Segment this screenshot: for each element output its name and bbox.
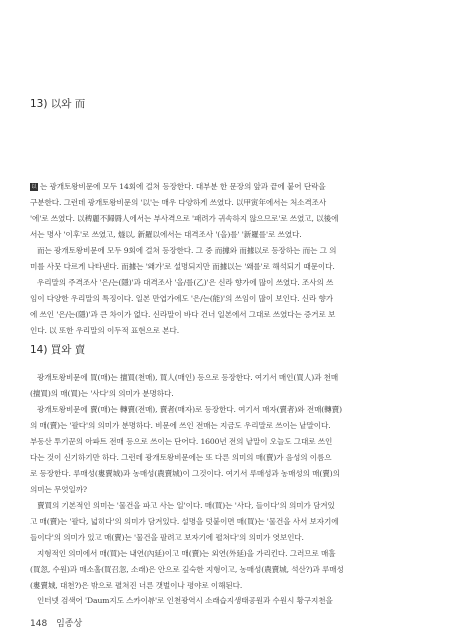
section-13-heading: 13) 以와 而 — [30, 98, 86, 110]
paragraph-line: 광개토왕비문에 買(매)는 擅買(천매), 買人(매인) 등으로 등장한다. 여기서 매인(買人)과 천매 — [37, 373, 339, 382]
paragraph-line: 미를 사뭇 다르게 나타낸다. 而據는 '왜가'로 설명되지만 而據以는 '왜를'로 해석되기 때문이다. — [30, 262, 335, 271]
paragraph-line: 로 등장한다. 루매성(婁賣城)과 농매성(農賣城)이 그것이다. 여기서 루매성과 농매성의 매(賣)의 — [30, 469, 340, 478]
paragraph-line: 들이다'의 의미가 있고 매(賣)는 '물건을 팔려고 보자기에 펼쳐다'의 의미가 엿보인다. — [30, 533, 304, 542]
paragraph-line: 인다. 以 또한 우리말의 이두적 표현으로 본다. — [30, 326, 180, 335]
page-number: 148 — [30, 619, 48, 629]
paragraph-line: 임이 다양한 우리말의 특징이다. 일본 만엽가에도 '은/는(能)'의 쓰임이 많이 보인다. 신라 향가 — [30, 294, 333, 303]
paragraph-line: 에 쓰인 '은/는(隱)'과 큰 차이가 없다. 신라말이 바다 건너 일본에서 그대로 쓰였다는 증거로 보 — [30, 310, 336, 319]
paragraph-line: 우리말의 주격조사 '은/는(隱)'과 대격조사 '을/를(乙)'은 신라 향가에 많이 쓰였다. 조사의 쓰 — [37, 278, 334, 287]
paragraph-line: 의미는 무엇일까? — [30, 485, 87, 494]
paragraph-line: 부동산 투기꾼의 아파트 전매 등으로 쓰이는 단어다. 1600년 전의 낱말이 오늘도 그대로 쓰인 — [30, 437, 333, 446]
paragraph-line: '에'로 쓰였다. 以稗麗不歸脣人에서는 부사격으로 '패려가 귀속하지 않으므로'로 쓰였고, 以後에 — [30, 214, 339, 223]
paragraph-line: 광개토왕비문에 賣(매)는 轉賣(전매), 賣者(매자)로 등장한다. 여기서 매자(賣者)와 전매(轉賣) — [37, 405, 343, 414]
paragraph-line: 而는 광개토왕비문에 모두 9회에 걸쳐 등장한다. 그 중 而據와 而據以로 등장하는 而는 그 의 — [37, 246, 337, 255]
paragraph-line: 의 매(賣)는 '팔다'의 의미가 분명하다. 비문에 쓰인 전매는 지금도 우리말로 쓰이는 낱말이다. — [30, 421, 331, 430]
paragraph-line: 서는 명사 '이후'로 쓰였고, 燧以, 新羅以에서는 대격조사 '(을)를' '新羅를'로 쓰였다. — [30, 230, 302, 239]
section-14-heading: 14) 買와 賣 — [30, 344, 86, 356]
paragraph-line: (買忽, 수원)과 매소홀(買召忽, 소래)은 안으로 깊숙한 지형이고, 농매성(農賣城, 석산?)과 루매성 — [30, 565, 344, 574]
author-name: 임종상 — [56, 619, 83, 629]
paragraph-line: 賣買의 기본적인 의미는 '물건을 파고 사는 일'이다. 매(買)는 '사다, 들이다'의 의미가 담겨있 — [37, 501, 335, 510]
paragraph-line: 지형적인 의미에서 매(買)는 내연(內延)이고 매(賣)는 외연(外延)을 가리킨다. 그러므로 매홀 — [37, 549, 336, 558]
page-footer — [30, 616, 82, 629]
paragraph-line: 구분한다. 그런데 광개토왕비문의 '以'는 매우 다양하게 쓰였다. 以甲寅年에서는 처소격조사 — [30, 198, 327, 207]
highlighted-character-mark: 以 — [31, 184, 37, 190]
paragraph-line: (擅買)의 매(買)는 '사다'의 의미가 분명하다. — [30, 389, 174, 398]
paragraph-line: 고 매(賣)는 '팔다, 넓히다'의 의미가 담겨있다. 설명을 덧붙이면 매(買)는 '물건을 사서 보자기에 — [30, 517, 339, 526]
paragraph-line: 는 광개토왕비문에 모두 14회에 걸쳐 등장한다. 대부분 한 문장의 앞과 끝에 붙어 단락을 — [40, 182, 326, 191]
paragraph-line: 인터넷 검색어 'Daum지도 스카이뷰'로 인천광역시 소래습지생태공원과 수원시 황구지천을 — [37, 596, 333, 605]
paragraph-line: 다는 것이 신기하기만 하다. 그런데 광개토왕비문에는 또 다른 의미의 매(賣)가 음성의 이름으 — [30, 453, 332, 462]
paragraph-line: (婁賣城, 대천?)은 밖으로 펼쳐진 너른 갯벌이나 평야로 이해된다. — [30, 581, 243, 590]
